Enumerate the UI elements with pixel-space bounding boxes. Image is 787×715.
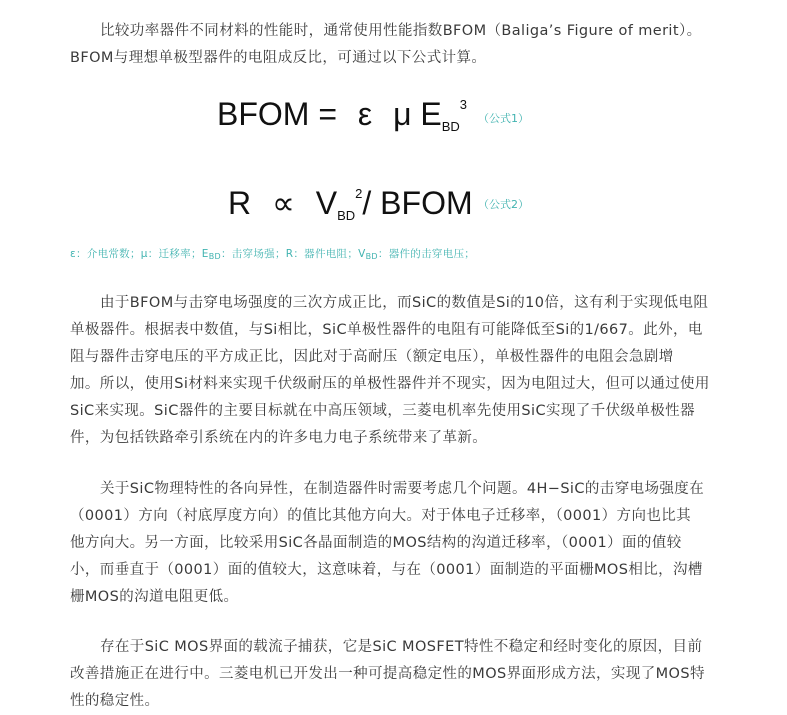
paragraph-line: 性的稳定性。 (70, 693, 160, 709)
formula-lhs: BFOM = (217, 96, 338, 132)
paragraph-line: 由于BFOM与击穿电场强度的三次方成正比，而SiC的数值是Si的10倍，这有利于实现低电阻 (100, 295, 709, 311)
paragraph-line: 加。所以，使用Si材料来实现千伏级耐压的单极性器件并不现实，因为电阻过大，但可以通过使用 (70, 376, 710, 392)
legend-subscript: BD (208, 252, 221, 261)
paragraph-line: 存在于SiC MOS界面的载流子捕获，它是SiC MOSFET特性不稳定和经时变化的原因，目前 (100, 639, 703, 655)
voltage-symbol: V (315, 185, 338, 221)
paragraph-line: SiC来实现。SiC器件的主要目标就在中高压领域，三菱电机率先使用SiC实现了千伏级单极性器 (70, 403, 695, 419)
mu-symbol: μ (393, 96, 412, 132)
legend-text: ：击穿场强；R：器件电阻；V (220, 248, 366, 260)
paragraph-anisotropy (70, 476, 738, 611)
intro-paragraph (70, 18, 738, 72)
formula-tag: （公式2） (478, 198, 529, 211)
paragraph-line: 栅MOS的沟道电阻更低。 (70, 589, 239, 605)
paragraph-line: 关于SiC物理特性的各向异性，在制造器件时需要考虑几个问题。4H−SiC的击穿电场强度在 (100, 481, 705, 497)
legend-text: ：器件的击穿电压； (377, 248, 476, 260)
legend-text: ε：介电常数；μ：迁移率；E (70, 248, 209, 260)
paragraph-bfom (70, 290, 738, 452)
paragraph-line: 他方向大。另一方面，比较采用SiC各晶面制造的MOS结构的沟道迁移率，（0001）面的值较 (70, 535, 682, 551)
intro-line: 比较功率器件不同材料的性能时，通常使用性能指数BFOM（Baliga’s Figure of merit）。 (100, 23, 702, 39)
paragraph-mos-interface (70, 634, 738, 715)
formula-tag: （公式1） (478, 112, 529, 125)
resistance-symbol: R (228, 185, 252, 221)
paragraph-line: （0001）方向（衬底厚度方向）的值比其他方向大。对于体电子迁移率，（0001）方向也比其 (70, 508, 692, 524)
paragraph-line: 单极器件。根据表中数值，与Si相比，SiC单极性器件的电阻有可能降低至Si的1/667。此外，电 (70, 322, 703, 338)
paragraph-line: 改善措施正在进行中。三菱电机已开发出一种可提高稳定性的MOS界面形成方法，实现了MOS特 (70, 666, 705, 682)
subscript: BD (441, 119, 460, 134)
proportional-symbol: ∝ (272, 185, 295, 221)
paragraph-line: 件，为包括铁路牵引系统在内的许多电力电子系统带来了革新。 (70, 430, 488, 446)
paragraph-line: 阻与器件击穿电压的平方成正比，因此对于高耐压（额定电压），单极性器件的电阻会急剧增 (70, 349, 674, 365)
subscript: BD (337, 208, 356, 223)
epsilon-symbol: ε (357, 96, 373, 132)
legend-subscript: BD (365, 252, 378, 261)
symbol-legend (70, 246, 475, 261)
formula-bfom (217, 96, 467, 134)
field-symbol: E (420, 96, 442, 132)
intro-line: BFOM与理想单极型器件的电阻成反比，可通过以下公式计算。 (70, 50, 487, 66)
superscript: 3 (459, 97, 468, 112)
formula-rhs: / BFOM (362, 185, 473, 221)
superscript: 2 (355, 186, 363, 201)
formula-resistance (228, 184, 473, 223)
paragraph-line: 小，而垂直于（0001）面的值较大，这意味着，与在（0001）面制造的平面栅MOS相比，沟槽 (70, 562, 703, 578)
